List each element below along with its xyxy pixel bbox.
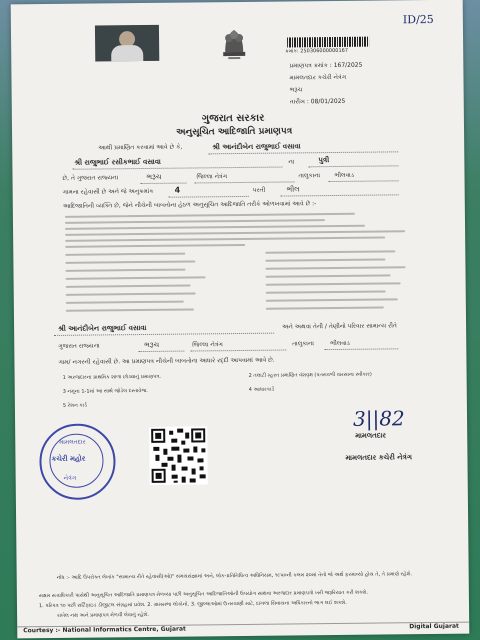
stamp-middle-text: કચેરી મહોર <box>51 454 86 463</box>
stamp-bottom-text: નેત્રંગ <box>63 474 77 482</box>
taluka-2-label: તાલુકાના <box>292 340 314 348</box>
issue-date: તારીખ : 08/01/2025 <box>289 97 346 106</box>
stamp-top-text: મામલતદાર <box>59 438 86 446</box>
jillo-2: જિલ્લા નેત્રંગ <box>192 341 223 349</box>
issuing-office: મામલતદાર કચેરી નેત્રંગ <box>289 73 347 82</box>
taluka-2-value: ભીલવાડ <box>330 339 350 348</box>
state-2: ગુજરાત રાજ્યના <box>58 342 100 350</box>
footer-paragraph-1: સક્ષમ સત્તાધિકારી પાસેથી અનુસૂચિત આદિજાતિ પ્રમાણપત્ર મેળવ્યા પછી અનુસૂચિત આદિજાતિઓની ઉપયોગ સાથવા અરજદાર પ્રમાણપત્રો ખરી જરૂરિયાત કરી શકશે. <box>38 589 368 600</box>
father-name: શ્રી રાજુભાઈ રસીકભાઈ વસાવા <box>74 157 161 167</box>
footer-paragraph-3: રાખેલ નથ અને પ્રમાણપત્ર મેળવી લેવાનું રહેશે. <box>57 611 150 619</box>
barcode-number: ક્રમાંક: 250306000000167 <box>285 47 349 55</box>
basis-item-4: 4 આધારકાર્ડ <box>248 386 275 393</box>
tribe-name: ભીલ <box>286 185 300 194</box>
state-emblem-icon <box>219 24 249 64</box>
footer-paragraph-2: 1. પરિપત્ર ૧૦ પછી સર્ટિફાઇડ ડીજીટલ સંગ્રહમાં પ્રવેશ. 2. ગ્રામસભા લોકોનો. 3. જીલ્લાઓમાં ઉત્તરવાણી માટે, દાખલા સિવાયના અધિકારનો ભાગ લઈ શકશે. <box>38 599 347 610</box>
basis-item-5: 5 રેશન કાર્ડ <box>62 402 87 409</box>
applicant-name: શ્રી આનંદીબેન રાજુભાઈ વસાવા <box>212 142 301 152</box>
relation-value: પુત્રી <box>318 156 330 165</box>
signature: 3||82 <box>352 406 405 431</box>
government-title: ગુજરાત સરકાર <box>201 112 265 125</box>
taluka-value: ભીલવાડ <box>334 171 355 180</box>
taluka-label: તાલુકાના <box>298 172 321 180</box>
district-2: ભરૂચ <box>144 340 160 350</box>
legal-orders-list <box>65 212 416 316</box>
qr-code <box>149 426 208 485</box>
certificate-title: અનુસૂચિત આદિજાતિ પ્રમાણપત્ર <box>175 126 293 138</box>
barcode <box>287 37 369 48</box>
intro-text: આથી પ્રમાણિત કરવામાં આવે છે કે, <box>98 143 183 152</box>
issuing-district: ભરૂચ <box>289 86 303 94</box>
signer-office: મામલતદાર કચેરી નેત્રંગ <box>345 453 412 462</box>
holder-suffix: અને અથવા તેની / તેણીનો પરિવાર સામાન્ય રીતે <box>282 322 397 331</box>
jillo-field: જિલ્લા નેત્રંગ <box>196 173 228 181</box>
note-line: નોંધ :- આદિ ઉપરોક્ત લેખાંક "સામાન્ય રીતે રહેવાસી(ઓ)" સમયસંજ્ઞામાં અને, લોક-પ્રતિનિધિત્વ અધિનિયમ, ૧૯૫૦ની કલમ ૨૦માં તેનો જે અર્થ ફરમાવ્યો હોય તે, તે પ્રમાણે રહેશે. <box>56 571 413 581</box>
tribe-clause: આદિજાતિની વ્યક્તિ છે, જેને નીચેની બાબતોના હેઠળ અનુસૂચિત આદિજાતિ તરીકે ઓળખવામાં આવે છે :- <box>62 200 317 210</box>
basis-item-1: 1 અરજદારના પ્રાથમિક શાળા છોડ્યાનું પ્રમાણપત્ર. <box>62 373 162 381</box>
certificate-page <box>11 0 470 638</box>
village-line: ગામ/ નગરની રહેવાસી છે. આ પ્રમાણપત્ર નીચેની બાબતોના આધારે રદ્દી આપવામાં આવે છે. <box>58 356 275 366</box>
office-stamp <box>39 423 116 500</box>
basis-item-3: 3 નમૂના 1-1માં આ સાથે જોડેલ દસ્તાવેજ. <box>62 387 148 395</box>
resident-line: ગામના રહેવાસી છે અને જે અનુક્રમાંક <box>62 187 154 196</box>
state-line: છે, તે ગુજરાત રાજ્યના <box>62 174 119 182</box>
basis-item-2: 2 તલાટી મ્હસ્ત પ્રમાણિત વંશવૃક્ષ (પતરાવળી વારસાના સ્વીકાર) <box>248 371 372 379</box>
district-field: ભરૂચ <box>146 172 162 181</box>
courtesy-text: Courtesy :- National Informatics Centre, Gujarat <box>23 625 186 635</box>
digital-gujarat-text: Digital Gujarat <box>409 622 459 631</box>
serial-number: 4 <box>174 185 181 195</box>
handwritten-number: ID/25 <box>402 12 434 27</box>
signer-title: મામલતદાર <box>355 431 387 440</box>
post-label: પરતી <box>252 186 266 194</box>
applicant-photo <box>95 25 159 62</box>
certificate-number: પ્રમાણપત્ર ક્રમાંક : 167/2025 <box>289 61 363 70</box>
na-label: ના <box>288 158 295 166</box>
holder-name: શ્રી આનંદીબેન રાજુભાઈ વસાવા <box>58 323 147 333</box>
